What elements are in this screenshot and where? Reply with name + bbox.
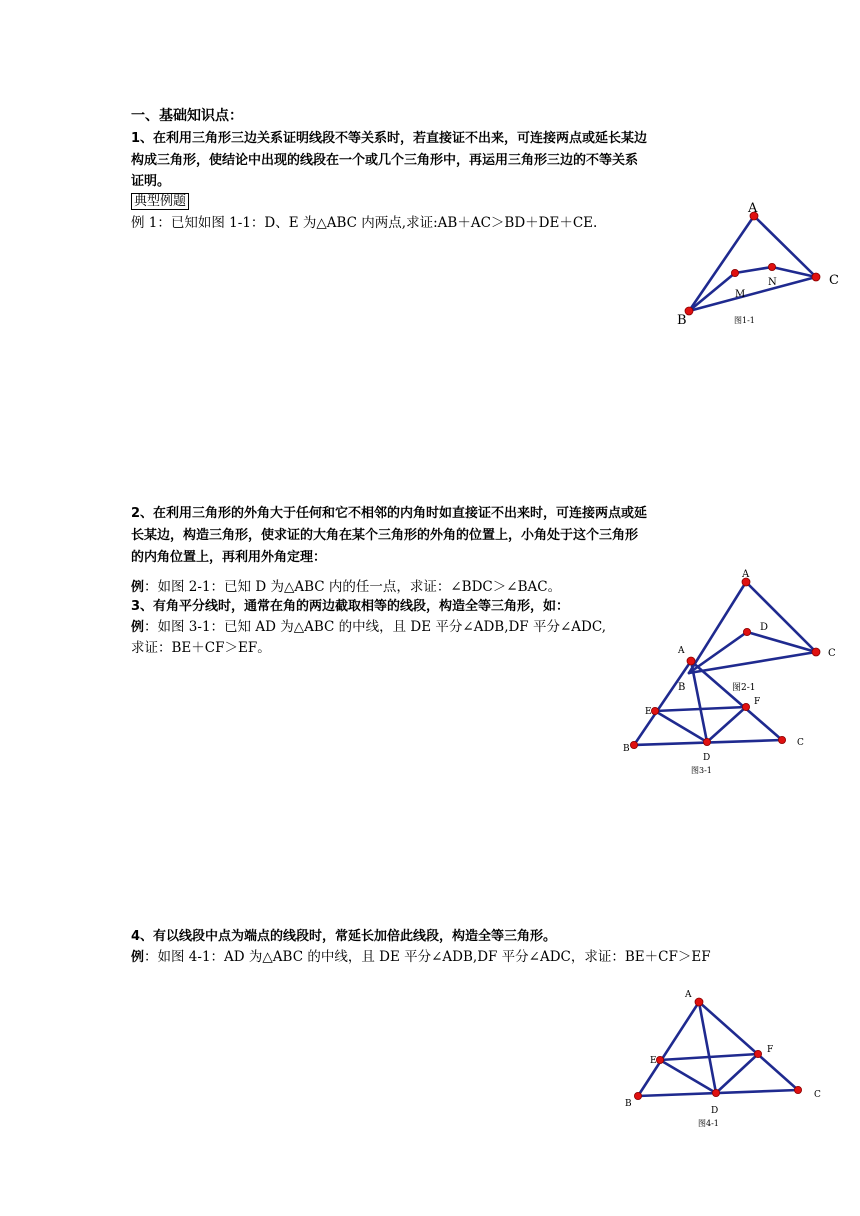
fig4-label-f: F xyxy=(767,1045,774,1055)
fig1-label-n: N xyxy=(768,277,777,288)
fig3-caption: 图3-1 xyxy=(691,766,712,775)
s3-example-label: 例 xyxy=(131,620,145,635)
s4-example-text: ：如图 4-1：AD 为△ABC 的中线，且 DE 平分∠ADB,DF 平分∠ADC，求证：BE＋CF＞EF xyxy=(144,949,711,965)
s1-line-2: 构成三角形，使结论中出现的线段在一个或几个三角形中，再运用三角形三边的不等关系 xyxy=(131,153,639,168)
section-heading: 一、基础知识点： xyxy=(131,108,243,124)
fig2-label-b: B xyxy=(678,682,686,693)
fig4-caption: 图4-1 xyxy=(698,1119,719,1128)
s2-example-label: 例 xyxy=(131,580,145,595)
s2-line-3: 的内角位置上，再利用外角定理： xyxy=(131,550,327,565)
s3-line-1: 3、有角平分线时，通常在角的两边截取相等的线段，构造全等三角形，如： xyxy=(131,599,570,614)
s4-line-1: 4、有以线段中点为端点的线段时，常延长加倍此线段，构造全等三角形。 xyxy=(131,929,557,944)
fig3-label-a: A xyxy=(678,646,685,656)
example-box-row xyxy=(131,190,189,209)
fig3-label-e: E xyxy=(645,707,652,717)
s2-line-2: 长某边，构造三角形，使求证的大角在某个三角形的外角的位置上，小角处于这个三角形 xyxy=(131,528,639,543)
s2-example-text: ：如图 2-1：已知 D 为△ABC 内的任一点，求证：∠BDC＞∠BAC。 xyxy=(144,579,562,595)
fig1-label-b: B xyxy=(677,313,687,328)
s3-example-text: ：如图 3-1：已知 AD 为△ABC 的中线，且 DE 平分∠ADB,DF 平分∠ADC, xyxy=(144,619,606,635)
s1-line-1: 1、在利用三角形三边关系证明线段不等关系时，若直接证不出来，可连接两点或延长某边 xyxy=(131,131,648,146)
fig4-label-e: E xyxy=(650,1056,657,1066)
fig1-label-c: C xyxy=(829,273,839,288)
s2-line-1: 2、在利用三角形的外角大于任何和它不相邻的内角时如直接证不出来时，可连接两点或延 xyxy=(131,506,648,521)
s1-example: 例 1：已知如图 1-1：D、E 为△ABC 内两点,求证:AB＋AC＞BD＋DE＋CE. xyxy=(131,215,598,231)
fig1-label-a: A xyxy=(748,201,758,216)
fig3-label-f: F xyxy=(754,697,761,707)
fig3-label-b: B xyxy=(623,744,630,754)
example-box-label: 典型例题 xyxy=(131,193,189,210)
figure-4-1 xyxy=(618,980,828,1130)
s1-line-3: 证明。 xyxy=(131,174,171,189)
figure-3-1 xyxy=(618,640,818,780)
fig4-label-a: A xyxy=(685,990,692,1000)
fig4-label-c: C xyxy=(814,1090,821,1100)
fig2-label-d: D xyxy=(760,622,769,633)
fig2-caption: 图2-1 xyxy=(732,683,756,693)
figure-1-1 xyxy=(670,200,845,330)
fig1-caption: 图1-1 xyxy=(734,316,755,325)
fig1-label-m: M xyxy=(735,289,746,300)
fig3-label-c: C xyxy=(797,738,804,748)
s3-example-2: 求证：BE＋CF＞EF。 xyxy=(131,640,271,656)
s4-example-label: 例 xyxy=(131,950,145,965)
fig3-label-d: D xyxy=(703,753,711,763)
fig2-label-c: C xyxy=(828,648,836,659)
fig2-label-a: A xyxy=(742,569,750,580)
s4-example xyxy=(131,945,711,965)
s2-example xyxy=(131,575,561,595)
fig4-label-b: B xyxy=(625,1099,632,1109)
s3-example xyxy=(131,615,606,635)
fig4-label-d: D xyxy=(711,1106,719,1116)
